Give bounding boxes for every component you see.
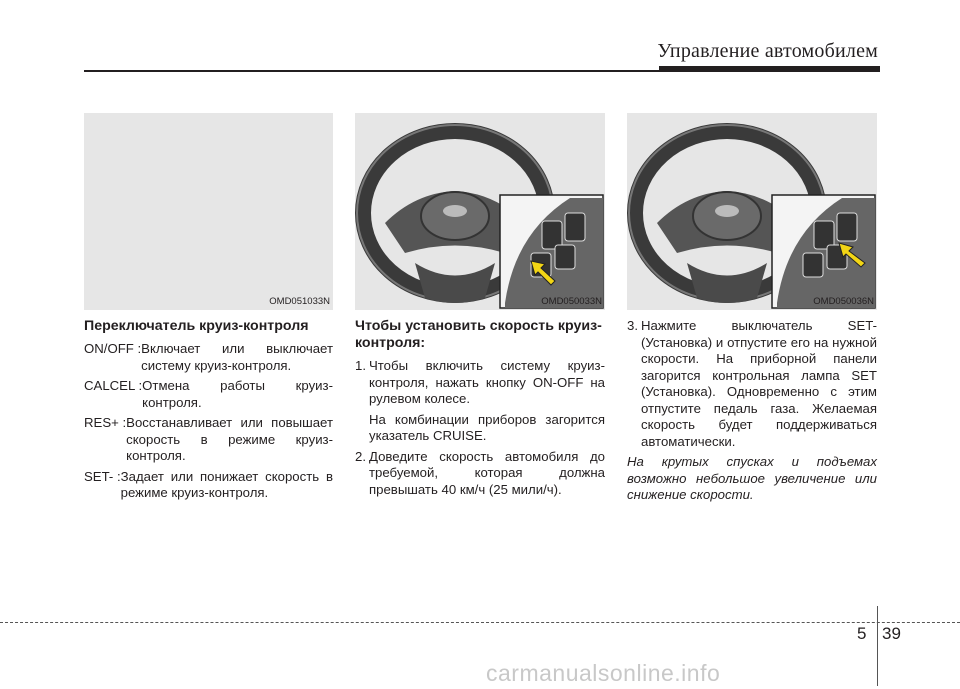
- step-text: Доведите скорость автомобиля до требуемой, которая должна превышать 40 км/ч (25 мили/ч).: [369, 448, 605, 497]
- header-rule: [84, 70, 880, 72]
- switch-key: SET- :: [84, 468, 121, 484]
- step-number: 3.: [627, 318, 638, 333]
- switch-item-cancel: [84, 378, 333, 411]
- column-step-3: [627, 318, 877, 504]
- step-text: Чтобы включить систему круиз-контроля, нажать кнопку ON-OFF на рулевом колесе.: [369, 358, 605, 406]
- section-heading: Переключатель круиз-контроля: [84, 318, 309, 334]
- switch-item-res: [84, 415, 333, 465]
- figure-code: OMD050036N: [813, 296, 874, 307]
- footer-divider: [877, 606, 878, 686]
- column-cruise-switch: [84, 318, 333, 506]
- step-1: [355, 358, 605, 408]
- figure-steering-wheel-set: [627, 113, 877, 310]
- page-header-title: Управление автомобилем: [657, 40, 878, 62]
- switch-key: CALCEL :: [84, 378, 143, 393]
- figure-code: OMD051033N: [269, 296, 330, 307]
- switch-desc: Задает или понижает скорость в режиме круиз-контроля.: [120, 468, 333, 500]
- section-heading: Чтобы установить скорость круиз-контроля:: [355, 318, 602, 351]
- steering-wheel-illustration: [627, 113, 877, 310]
- switch-item-onoff: [84, 341, 333, 374]
- figure-steering-wheel-onoff: [355, 113, 605, 310]
- watermark: carmanualsonline.info: [486, 660, 721, 686]
- figure-code: OMD050033N: [541, 296, 602, 307]
- switch-desc: Восстанавливает или повышает скорость в режиме круиз-контроля.: [126, 415, 333, 463]
- step-number: 2.: [355, 448, 366, 464]
- switch-item-set: [84, 469, 333, 502]
- switch-desc: Отмена работы круиз-контроля.: [142, 378, 333, 410]
- step-3: [627, 318, 877, 450]
- figure-placeholder: [84, 113, 333, 310]
- italic-note: На крутых спусках и подъемах возможно небольшое увеличение или снижение скорости.: [627, 454, 877, 502]
- page-number: 39: [882, 624, 901, 643]
- footer-dashed-rule: [0, 622, 960, 623]
- switch-key: ON/OFF :: [84, 341, 142, 356]
- switch-key: RES+ :: [84, 415, 127, 430]
- section-number: 5: [857, 624, 867, 643]
- step-2: [355, 449, 605, 499]
- switch-desc: Включает или выключает систему круиз-контроля.: [141, 341, 333, 373]
- column-set-speed: [355, 318, 605, 502]
- step-text: Нажмите выключатель SET- (Установка) и отпустите его на нужной скорости. На приборной панели загорится контрольная лампа SET (Установка). Одновременно с этим отпустите педаль газа. Желаемая скорость будет поддерживаться автоматически.: [641, 318, 877, 449]
- step-number: 1.: [355, 358, 366, 373]
- step-note: На комбинации приборов загорится указатель CRUISE.: [369, 411, 605, 443]
- steering-wheel-illustration: [355, 113, 605, 310]
